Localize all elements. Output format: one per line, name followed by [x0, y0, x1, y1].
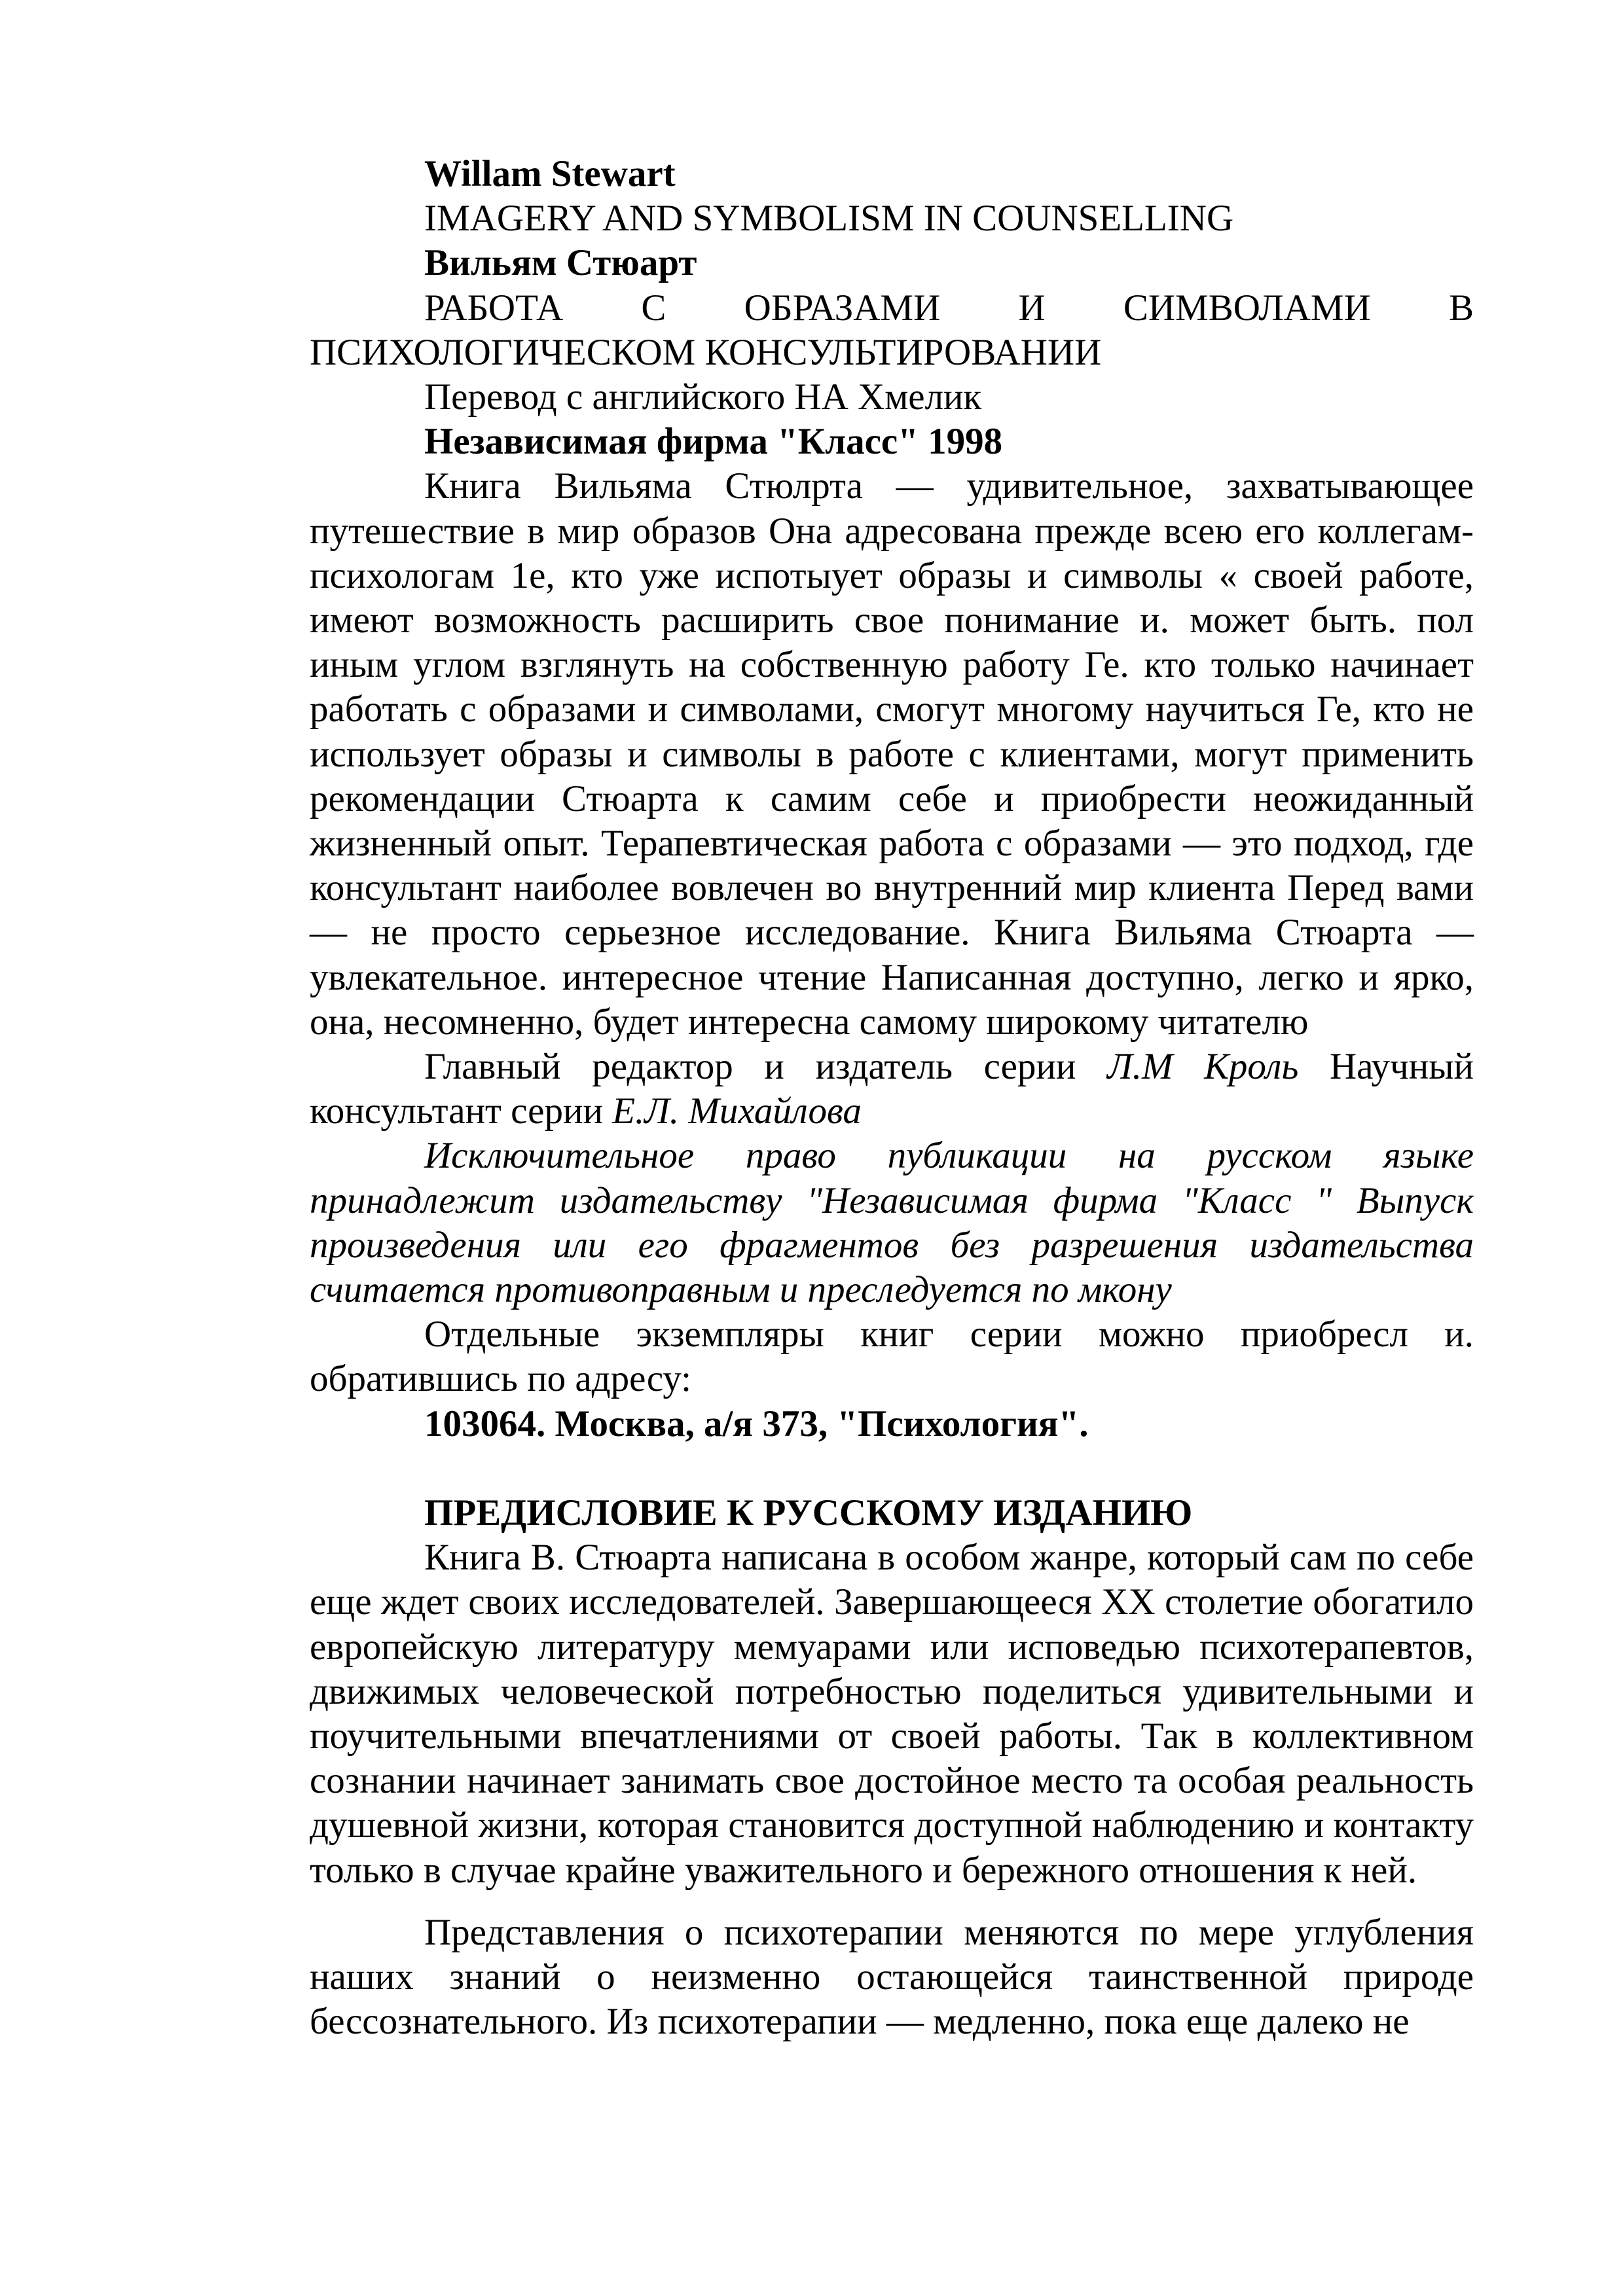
title-en: IMAGERY AND SYMBOLISM IN COUNSELLING — [424, 198, 1234, 240]
preface-paragraph-2: Представления о психотерапии меняются по мере углубления наших знаний о неизменно остающейся таинственной природе бессознательного. Из психотерапии — медленно, пока еще далеко не — [310, 1911, 1474, 2043]
author-ru: Вильям Стюарт — [424, 242, 697, 284]
preface-paragraph-1: Книга В. Стюарта написана в особом жанре, который сам по себе еще ждет своих исследователей. Завершающееся XX столетие обогатило европейскую литературу мемуарами или исповедью психотерапевтов, движимых человеческой потребностью поделиться удивительными и поучительными впечатлениями от своей работы. Так в коллективном сознании начинает занимать свое достойное место та особая реальность душевной жизни, которая становится доступной наблюдению и контакту только в случае крайне уважительного и бережного отношения к ней. — [310, 1537, 1474, 1891]
publisher-line: Независимая фирма "Класс" 1998 — [424, 421, 1003, 463]
editors-paragraph — [310, 1045, 1474, 1134]
rights-paragraph: Исключительное право публикации на русском языке принадлежит издательству "Независимая фирма "Класс " Выпуск произведения или его фрагментов без разрешения издательства считается противоправным и преследуется по мкону — [310, 1135, 1474, 1311]
order-paragraph: Отдельные экземпляры книг серии можно приобресл и. обратившись по адресу: — [310, 1314, 1474, 1400]
editor-label: Главный редактор и издатель серии — [424, 1046, 1076, 1088]
editor-name: Л.М Кроль — [1107, 1046, 1299, 1088]
order-address: 103064. Москва, а/я 373, "Психология". — [424, 1403, 1089, 1444]
annotation-paragraph: Книга Вильяма Стюлрта — удивительное, захватывающее путешествие в мир образов Она адресована прежде всею его коллегам-психологам 1е, кто уже испотыует образы и символы « своей работе, имеют возможность расширить свое понимание и. может быть. пол иным углом взглянуть на собственную работу Ге. кто только начинает работать с образами и символами, смогут многому научиться Ге, кто не использует образы и символы в работе с клиентами, могут применить рекомендации Стюарта к самим себе и приобрести неожиданный жизненный опыт. Терапевтическая работа с образами — это подход, где консультант наиболее вовлечен во внутренний мир клиента Перед вами — не просто серьезное исследование. Книга Вильяма Стюарта — увлекательное. интересное чтение Написанная доступно, легко и ярко, она, несомненно, будет интересна самому широкому читателю — [310, 465, 1474, 1043]
consultant-label: Научный консультант серии — [310, 1046, 1474, 1132]
consultant-name: Е.Л. Михайлова — [612, 1090, 862, 1132]
paragraph-spacer — [310, 1893, 1474, 1910]
author-en: Willam Stewart — [424, 153, 676, 194]
translator-line: Перевод с английского НА Хмелик — [424, 376, 982, 418]
title-ru: РАБОТА С ОБРАЗАМИ И СИМВОЛАМИ В ПСИХОЛОГИЧЕСКОМ КОНСУЛЬТИРОВАНИИ — [310, 287, 1474, 373]
section-spacer — [310, 1446, 1474, 1491]
preface-heading: ПРЕДИСЛОВИЕ К РУССКОМУ ИЗДАНИЮ — [424, 1492, 1193, 1534]
page-content — [310, 152, 1474, 2044]
